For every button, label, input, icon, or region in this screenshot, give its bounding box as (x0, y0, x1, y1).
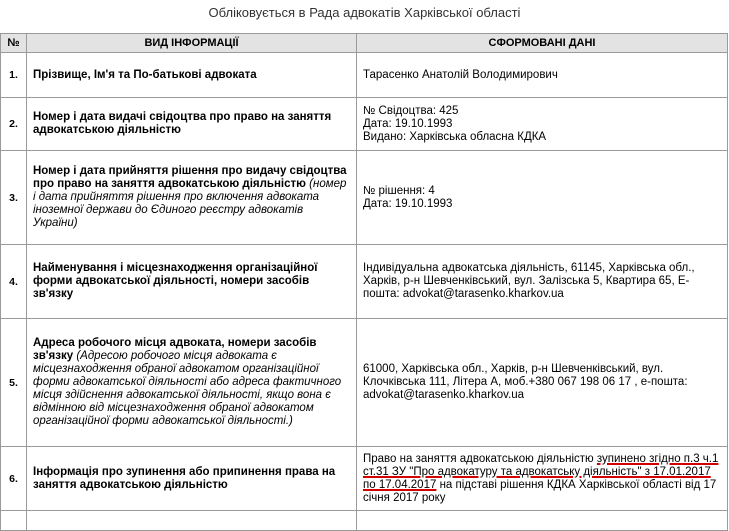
row-label-note: (Адресою робочого місця адвоката є місцезнаходження обраної адвокатом організаційної форми адвокатської діяльності або адреса фактичного місця здійснення адвокатської діяльності, якщо вона є відмінною від місцезнаходження обраної адвокатом організаційної форми адвокатської діяльності.) (33, 350, 342, 427)
table-row (1, 245, 728, 319)
row-number: 1. (1, 53, 27, 98)
certificate-issuer: Видано: Харківська обласна КДКА (363, 130, 547, 143)
row-number: 3. (1, 151, 27, 245)
row-label (27, 511, 357, 531)
row-number: 2. (1, 98, 27, 151)
register-caption: Обліковується в Рада адвокатів Харківської області (208, 5, 521, 20)
row-label-main: Адреса робочого місця адвоката, номери засобів зв'язку (33, 337, 317, 362)
header-num: № (1, 34, 27, 53)
row-label-main: Номер і дата прийняття рішення про видачу свідоцтва про право на заняття адвокатською діяльністю (33, 165, 347, 190)
table-row (1, 98, 728, 151)
table-row (1, 53, 728, 98)
certificate-number: № Свідоцтва: 425 (363, 104, 459, 117)
row-label: Інформація про зупинення або припинення права на заняття адвокатською діяльністю (27, 447, 357, 511)
lawyer-info-table (0, 33, 728, 531)
row-label (27, 319, 357, 447)
row-label-note: (номер і дата прийняття рішення про включення адвоката іноземної держави до Єдиного реєстру адвокатів України) (33, 178, 347, 229)
row-value: Тарасенко Анатолій Володимирович (357, 53, 728, 98)
row-value (357, 98, 728, 151)
row-label: Найменування і місцезнаходження організаційної форми адвокатської діяльності, номери засобів зв'язку (27, 245, 357, 319)
table-row (1, 319, 728, 447)
decision-date: Дата: 19.10.1993 (363, 197, 453, 210)
table-row (1, 151, 728, 245)
row-value (357, 511, 728, 531)
row-number: 4. (1, 245, 27, 319)
row-value (357, 151, 728, 245)
row-label: Номер і дата видачі свідоцтва про право на заняття адвокатською діяльністю (27, 98, 357, 151)
certificate-date: Дата: 19.10.1993 (363, 117, 453, 130)
table-header-row (1, 34, 728, 53)
table-row (1, 511, 728, 531)
row-number (1, 511, 27, 531)
header-formed-data: СФОРМОВАНІ ДАНІ (357, 34, 728, 53)
decision-number: № рішення: 4 (363, 184, 435, 197)
row-value: Індивідуальна адвокатська діяльність, 61145, Харківська обл., Харків, р-н Шевченківський, вул. Залізська 5, Квартира 65, Е-пошта: advokat@tarasenko.kharkov.ua (357, 245, 728, 319)
suspension-text-start: Право на заняття адвокатською діяльністю (363, 452, 597, 465)
row-value (357, 447, 728, 511)
suspension-text-end: на підставі рішення КДКА Харківської області від 17 січня 2017 року (363, 478, 717, 504)
header-info-type: ВИД ІНФОРМАЦІЇ (27, 34, 357, 53)
row-value: 61000, Харківська обл., Харків, р-н Шевченківський, вул. Клочківська 111, Літера А, моб.+380 067 198 06 17 , е-пошта: advokat@tarasenko.kharkov.ua (357, 319, 728, 447)
row-number: 5. (1, 319, 27, 447)
table-row (1, 447, 728, 511)
suspension-period-underlined: зупинено згідно п.3 ч.1 ст.31 ЗУ "Про адвокатуру та адвокатську діяльність" з 17.01.2017 по 17.04.2017 (363, 452, 719, 491)
row-number: 6. (1, 447, 27, 511)
row-label: Прізвище, Ім'я та По-батькові адвоката (27, 53, 357, 98)
row-label (27, 151, 357, 245)
